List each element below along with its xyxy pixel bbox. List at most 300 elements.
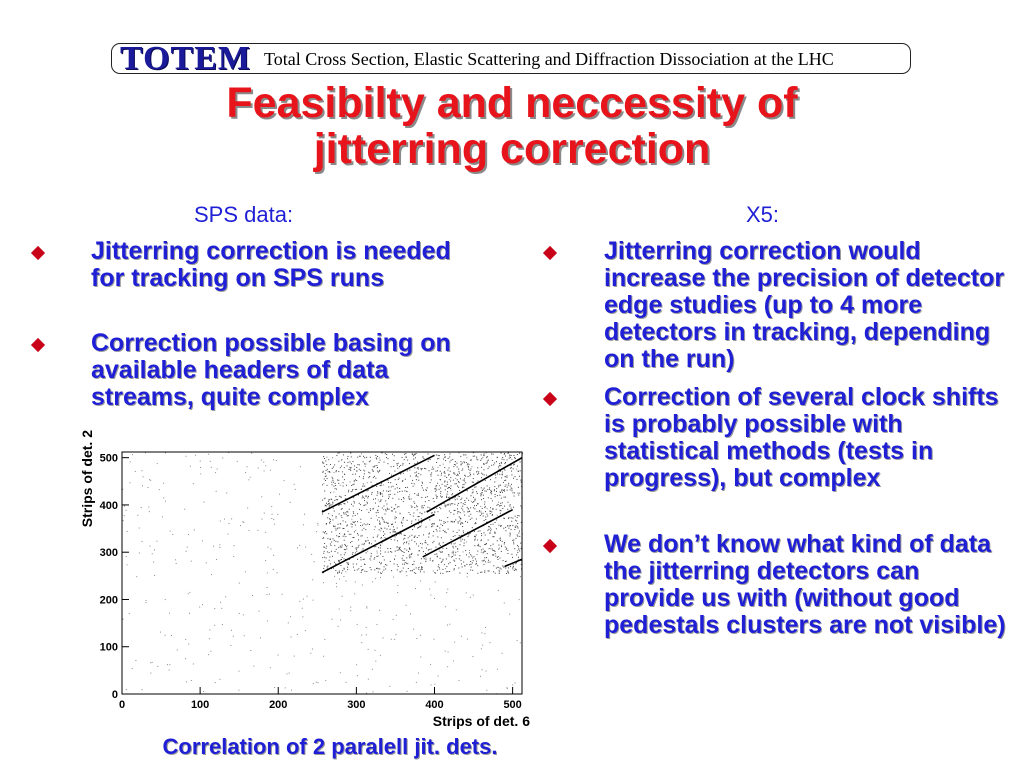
scatter-point [362, 569, 363, 570]
scatter-point [248, 479, 249, 480]
scatter-point [436, 489, 437, 490]
scatter-point [418, 569, 419, 570]
scatter-point [344, 503, 345, 504]
scatter-point [474, 487, 475, 488]
scatter-point [399, 548, 400, 549]
scatter-point [383, 637, 384, 638]
scatter-point [380, 577, 381, 578]
scatter-point [468, 536, 469, 537]
scatter-point [495, 494, 496, 495]
scatter-point [344, 533, 345, 534]
scatter-point [202, 540, 203, 541]
scatter-point [326, 558, 327, 559]
scatter-point [381, 483, 382, 484]
scatter-point [395, 555, 396, 556]
scatter-point [213, 546, 214, 547]
scatter-point [421, 568, 422, 569]
scatter-point [379, 501, 380, 502]
scatter-point [386, 510, 387, 511]
scatter-point [456, 609, 457, 610]
scatter-point [403, 555, 404, 556]
scatter-point [486, 671, 487, 672]
scatter-point [485, 480, 486, 481]
scatter-point [367, 551, 368, 552]
scatter-point [486, 457, 487, 458]
scatter-point [459, 573, 460, 574]
scatter-point [299, 601, 300, 602]
scatter-point [333, 538, 334, 539]
scatter-point [402, 457, 403, 458]
scatter-point [347, 567, 348, 568]
scatter-point [516, 554, 517, 555]
scatter-point [510, 534, 511, 535]
scatter-point [481, 487, 482, 488]
scatter-point [333, 526, 334, 527]
scatter-point [493, 550, 494, 551]
scatter-point [337, 553, 338, 554]
scatter-point [439, 543, 440, 544]
scatter-point [497, 540, 498, 541]
scatter-point [489, 571, 490, 572]
scatter-point [486, 543, 487, 544]
scatter-point [439, 531, 440, 532]
scatter-point [403, 517, 404, 518]
scatter-point [467, 573, 468, 574]
scatter-point [482, 492, 483, 493]
scatter-point [462, 468, 463, 469]
scatter-point [484, 474, 485, 475]
scatter-point [410, 556, 411, 557]
scatter-point [379, 462, 380, 463]
scatter-point [355, 515, 356, 516]
scatter-point [462, 523, 463, 524]
scatter-point [143, 476, 144, 477]
scatter-point [391, 486, 392, 487]
scatter-point [463, 532, 464, 533]
scatter-point [514, 476, 515, 477]
scatter-point [380, 548, 381, 549]
scatter-point [357, 457, 358, 458]
scatter-point [126, 564, 127, 565]
scatter-point [504, 470, 505, 471]
scatter-point [419, 535, 420, 536]
scatter-point [490, 507, 491, 508]
scatter-point [408, 498, 409, 499]
scatter-point [440, 465, 441, 466]
scatter-point [479, 511, 480, 512]
scatter-point [487, 485, 488, 486]
slide-title [0, 80, 1024, 172]
scatter-point [488, 526, 489, 527]
scatter-point [354, 484, 355, 485]
scatter-point [510, 489, 511, 490]
scatter-point [369, 542, 370, 543]
scatter-point [520, 505, 521, 506]
scatter-point [440, 493, 441, 494]
scatter-point [416, 638, 417, 639]
scatter-point [338, 461, 339, 462]
scatter-point [507, 525, 508, 526]
scatter-point [467, 639, 468, 640]
scatter-point [486, 475, 487, 476]
scatter-point [358, 535, 359, 536]
scatter-point [490, 528, 491, 529]
scatter-point [234, 545, 235, 546]
scatter-point [346, 548, 347, 549]
scatter-point [448, 529, 449, 530]
scatter-point [501, 498, 502, 499]
scatter-point [398, 506, 399, 507]
scatter-point [376, 624, 377, 625]
scatter-point [324, 551, 325, 552]
scatter-point [360, 525, 361, 526]
scatter-point [410, 570, 411, 571]
scatter-point [327, 551, 328, 552]
scatter-point [438, 458, 439, 459]
scatter-point [184, 509, 185, 510]
scatter-point [451, 521, 452, 522]
scatter-point [322, 462, 323, 463]
scatter-point [490, 513, 491, 514]
scatter-point [231, 518, 232, 519]
scatter-point [499, 573, 500, 574]
scatter-point [348, 564, 349, 565]
scatter-point [454, 474, 455, 475]
scatter-point [325, 680, 326, 681]
scatter-point [340, 565, 341, 566]
scatter-point [488, 460, 489, 461]
scatter-point [406, 575, 407, 576]
scatter-point [270, 470, 271, 471]
scatter-point [446, 505, 447, 506]
scatter-point [439, 551, 440, 552]
scatter-point [359, 503, 360, 504]
scatter-point [149, 546, 150, 547]
scatter-point [394, 471, 395, 472]
scatter-point [323, 582, 324, 583]
scatter-point [402, 560, 403, 561]
scatter-point [380, 524, 381, 525]
scatter-point [497, 473, 498, 474]
scatter-point [411, 507, 412, 508]
scatter-point [515, 563, 516, 564]
scatter-point [405, 487, 406, 488]
scatter-point [380, 528, 381, 529]
scatter-point [442, 560, 443, 561]
scatter-point [470, 561, 471, 562]
scatter-point [375, 478, 376, 479]
scatter-point [416, 543, 417, 544]
bullet-diamond-icon [543, 539, 557, 553]
scatter-point [330, 538, 331, 539]
scatter-point [446, 486, 447, 487]
scatter-point [379, 529, 380, 530]
scatter-point [126, 689, 127, 690]
scatter-point [361, 453, 362, 454]
bullet-diamond-icon [31, 338, 45, 352]
scatter-point [473, 474, 474, 475]
scatter-point [449, 487, 450, 488]
scatter-point [363, 478, 364, 479]
scatter-point [462, 506, 463, 507]
scatter-point [450, 504, 451, 505]
scatter-point [126, 510, 127, 511]
scatter-point [139, 553, 140, 554]
scatter-point [340, 485, 341, 486]
scatter-point [511, 521, 512, 522]
scatter-point [471, 564, 472, 565]
scatter-point [363, 456, 364, 457]
scatter-point [302, 608, 303, 609]
scatter-point [495, 532, 496, 533]
scatter-point [344, 536, 345, 537]
scatter-point [481, 467, 482, 468]
scatter-point [279, 494, 280, 495]
scatter-point [485, 506, 486, 507]
scatter-point [455, 499, 456, 500]
y-tick-label: 100 [99, 641, 118, 654]
scatter-point [383, 505, 384, 506]
scatter-point [515, 569, 516, 570]
scatter-point [344, 474, 345, 475]
scatter-point [426, 527, 427, 528]
scatter-point [453, 551, 454, 552]
scatter-point [455, 510, 456, 511]
scatter-point [127, 531, 128, 532]
scatter-point [503, 528, 504, 529]
scatter-point [442, 551, 443, 552]
scatter-point [214, 608, 215, 609]
scatter-point [336, 516, 337, 517]
scatter-point [502, 492, 503, 493]
scatter-point [437, 556, 438, 557]
scatter-point [465, 502, 466, 503]
scatter-point [351, 526, 352, 527]
scatter-point [474, 505, 475, 506]
scatter-point [388, 482, 389, 483]
scatter-point [356, 471, 357, 472]
scatter-point [242, 521, 243, 522]
scatter-point [502, 474, 503, 475]
scatter-point [498, 485, 499, 486]
scatter-point [408, 543, 409, 544]
scatter-point [380, 538, 381, 539]
scatter-point [454, 510, 455, 511]
scatter-point [406, 550, 407, 551]
scatter-point [250, 650, 251, 651]
scatter-point [154, 550, 155, 551]
scatter-point [470, 468, 471, 469]
scatter-point [513, 543, 514, 544]
scatter-point [359, 476, 360, 477]
scatter-point [453, 552, 454, 553]
scatter-point [436, 498, 437, 499]
scatter-point [418, 469, 419, 470]
scatter-point [397, 487, 398, 488]
scatter-point [401, 522, 402, 523]
scatter-point [433, 535, 434, 536]
scatter-point [502, 502, 503, 503]
scatter-point [421, 507, 422, 508]
scatter-point [450, 488, 451, 489]
scatter-point [347, 515, 348, 516]
scatter-point [185, 456, 186, 457]
scatter-point [449, 624, 450, 625]
scatter-point [504, 454, 505, 455]
scatter-point [494, 481, 495, 482]
scatter-point [165, 599, 166, 600]
scatter-point [464, 565, 465, 566]
scatter-point [324, 565, 325, 566]
scatter-point [500, 513, 501, 514]
scatter-point [416, 479, 417, 480]
scatter-point [274, 687, 275, 688]
scatter-point [219, 544, 220, 545]
scatter-point [437, 536, 438, 537]
scatter-point [515, 458, 516, 459]
scatter-point [517, 552, 518, 553]
x-tick-label: 300 [347, 699, 366, 711]
scatter-point [483, 560, 484, 561]
scatter-point [277, 514, 278, 515]
scatter-point [382, 496, 383, 497]
x-axis-ticks [119, 687, 522, 711]
scatter-point [455, 478, 456, 479]
scatter-point [211, 467, 212, 468]
scatter-point [470, 597, 471, 598]
scatter-point [458, 511, 459, 512]
scatter-point [343, 482, 344, 483]
scatter-point [421, 485, 422, 486]
scatter-point [294, 484, 295, 485]
scatter-point [519, 515, 520, 516]
scatter-point [442, 569, 443, 570]
scatter-point [415, 588, 416, 589]
scatter-point [437, 470, 438, 471]
scatter-point [340, 467, 341, 468]
scatter-point [410, 476, 411, 477]
scatter-point [341, 515, 342, 516]
scatter-point [449, 456, 450, 457]
scatter-point [432, 467, 433, 468]
scatter-point [444, 454, 445, 455]
scatter-point [511, 484, 512, 485]
scatter-point [349, 509, 350, 510]
scatter-point [465, 521, 466, 522]
scatter-point [284, 480, 285, 481]
scatter-point [130, 461, 131, 462]
scatter-point [350, 481, 351, 482]
scatter-point [316, 682, 317, 683]
scatter-point [327, 567, 328, 568]
scatter-point [498, 504, 499, 505]
scatter-point [484, 520, 485, 521]
scatter-point [490, 524, 491, 525]
scatter-point [409, 463, 410, 464]
x-axis-label: Strips of det. 6 [432, 713, 530, 729]
scatter-point [420, 571, 421, 572]
scatter-point [449, 511, 450, 512]
scatter-point [350, 534, 351, 535]
scatter-point [477, 503, 478, 504]
scatter-point [323, 537, 324, 538]
scatter-point [513, 564, 514, 565]
scatter-point [377, 491, 378, 492]
scatter-point [475, 536, 476, 537]
scatter-point [186, 551, 187, 552]
scatter-point [486, 491, 487, 492]
scatter-point [497, 559, 498, 560]
scatter-point [270, 667, 271, 668]
scatter-point [411, 505, 412, 506]
scatter-point [513, 468, 514, 469]
scatter-point [500, 540, 501, 541]
scatter-point [396, 547, 397, 548]
scatter-point [498, 556, 499, 557]
scatter-point [418, 546, 419, 547]
scatter-point [172, 534, 173, 535]
scatter-point [464, 504, 465, 505]
scatter-point [361, 566, 362, 567]
scatter-point [446, 497, 447, 498]
scatter-point [465, 482, 466, 483]
scatter-point [439, 527, 440, 528]
scatter-point [477, 540, 478, 541]
scatter-point [447, 494, 448, 495]
scatter-point [347, 512, 348, 513]
scatter-point [507, 490, 508, 491]
scatter-point [156, 541, 157, 542]
scatter-point [489, 548, 490, 549]
scatter-point [445, 606, 446, 607]
scatter-point [505, 484, 506, 485]
scatter-point [253, 666, 254, 667]
scatter-point [390, 482, 391, 483]
scatter-point [357, 569, 358, 570]
scatter-point [509, 533, 510, 534]
scatter-point [352, 515, 353, 516]
totem-logo: TOTEM [120, 40, 251, 77]
scatter-point [488, 570, 489, 571]
scatter-point [177, 650, 178, 651]
scatter-point [464, 475, 465, 476]
scatter-point [278, 655, 279, 656]
scatter-point [405, 453, 406, 454]
scatter-point [460, 461, 461, 462]
scatter-point [457, 467, 458, 468]
scatter-point [471, 459, 472, 460]
scatter-point [450, 485, 451, 486]
scatter-point [447, 484, 448, 485]
scatter-point [373, 691, 374, 692]
scatter-point [502, 508, 503, 509]
scatter-point [399, 513, 400, 514]
scatter-point [352, 461, 353, 462]
scatter-point [515, 527, 516, 528]
scatter-point [391, 507, 392, 508]
scatter-point [428, 453, 429, 454]
scatter-point [447, 482, 448, 483]
scatter-point [191, 561, 192, 562]
scatter-point [341, 573, 342, 574]
scatter-point [188, 534, 189, 535]
scatter-point [448, 475, 449, 476]
scatter-point [464, 500, 465, 501]
scatter-point [335, 485, 336, 486]
scatter-point [189, 592, 190, 593]
scatter-point [147, 487, 148, 488]
scatter-point [447, 488, 448, 489]
